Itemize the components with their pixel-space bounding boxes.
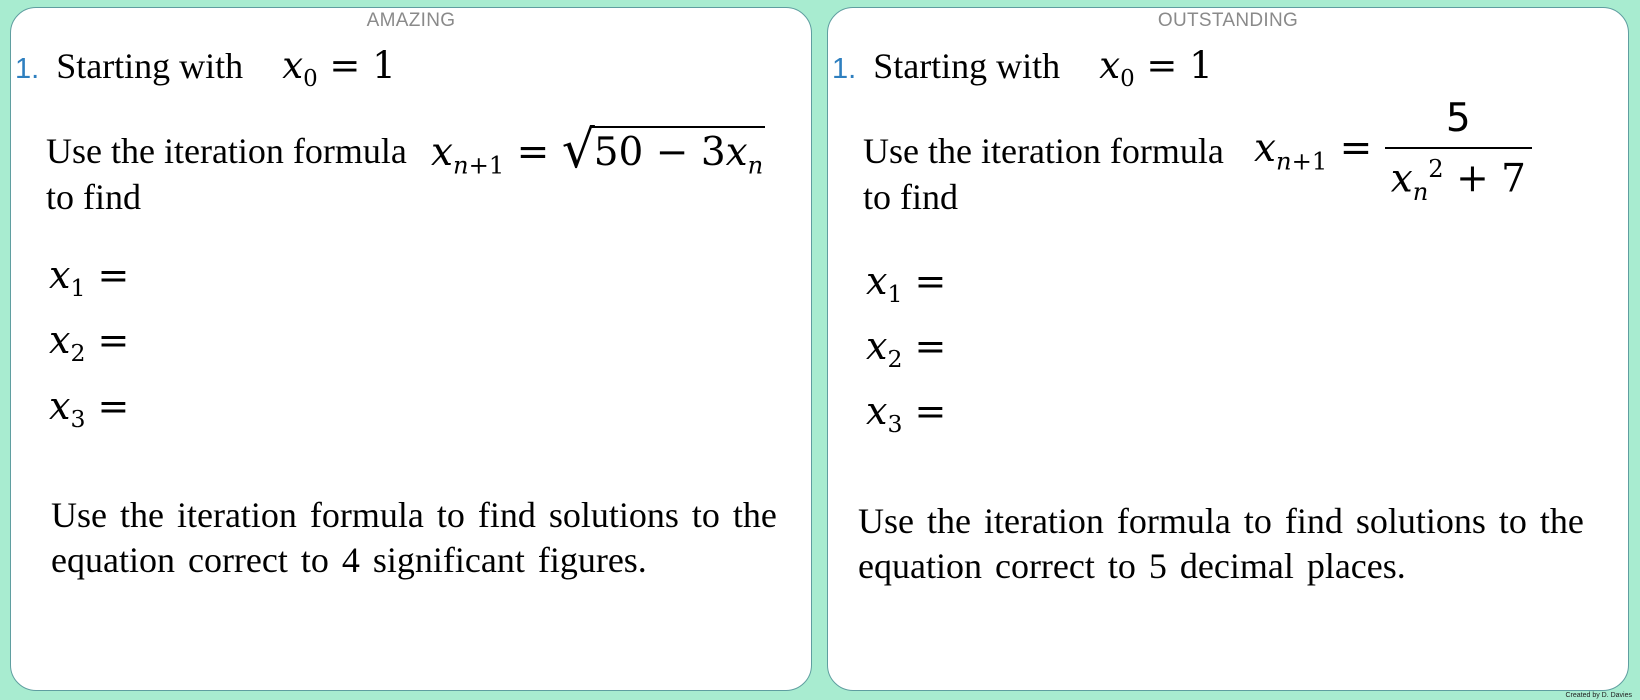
x3-line: $x_3$ = xyxy=(866,389,947,439)
exponent: 2 xyxy=(1428,155,1444,183)
radical-sign: √ xyxy=(561,120,595,180)
x1-line: $x_1$ = xyxy=(49,253,130,303)
question-start-row xyxy=(832,44,1213,92)
radicand-constant: 50 xyxy=(593,130,644,175)
credit-text: Created by D. Davies xyxy=(1565,692,1632,699)
x3-subscript: 3 xyxy=(887,410,903,439)
iteration-formula: $x_{n+1}$ = $\frac{5}{x_n^2 + 7}$ xyxy=(1254,96,1532,206)
question-number: 1. xyxy=(15,53,40,85)
radicand: $50 - 3x_n$ xyxy=(590,126,766,179)
use-formula-label: Use the iteration formula xyxy=(863,131,1224,171)
iteration-formula: $x_{n+1}$ = √ $50 - 3x_n$ xyxy=(431,120,764,180)
question-start-row xyxy=(15,44,396,92)
to-find-label: to find xyxy=(863,177,958,217)
radicand-coefficient: 3 xyxy=(700,130,726,175)
x1-line: $x_1$ = xyxy=(866,259,947,309)
starting-label: Starting with xyxy=(873,46,1061,86)
initial-value-equation: $x_0 = 1$ xyxy=(1099,44,1213,93)
amazing-card xyxy=(10,7,812,691)
outstanding-card xyxy=(827,7,1629,691)
x2-line: $x_2$ = xyxy=(49,318,130,368)
x3-subscript: 3 xyxy=(70,405,86,434)
use-formula-label: Use the iteration formula xyxy=(46,131,407,171)
question-number: 1. xyxy=(832,53,857,85)
card-title: OUTSTANDING xyxy=(1157,10,1299,31)
x1-subscript: 1 xyxy=(70,274,86,303)
x1-subscript: 1 xyxy=(887,280,903,309)
initial-value: 1 xyxy=(1189,44,1213,87)
fraction xyxy=(1385,96,1532,206)
fraction-denominator: $x_n^2 + 7$ xyxy=(1385,147,1532,206)
square-root xyxy=(561,120,766,180)
instruction-text: Use the iteration formula to find solutions to the equation correct to 5 decimal places. xyxy=(858,501,1584,586)
x2-subscript: 2 xyxy=(887,345,903,374)
initial-value: 1 xyxy=(372,44,396,87)
x3-line: $x_3$ = xyxy=(49,384,130,434)
x2-subscript: 2 xyxy=(70,339,86,368)
x2-line: $x_2$ = xyxy=(866,324,947,374)
starting-label: Starting with xyxy=(56,46,244,86)
card-title: AMAZING xyxy=(366,10,456,31)
initial-value-equation: $x_0 = 1$ xyxy=(282,44,396,93)
fraction-numerator: 5 xyxy=(1445,96,1471,141)
radicand-operator: − xyxy=(655,130,689,175)
to-find-label: to find xyxy=(46,177,141,217)
instruction-text: Use the iteration formula to find solutions to the equation correct to 4 significant figures. xyxy=(51,495,777,580)
addend: 7 xyxy=(1501,156,1526,202)
